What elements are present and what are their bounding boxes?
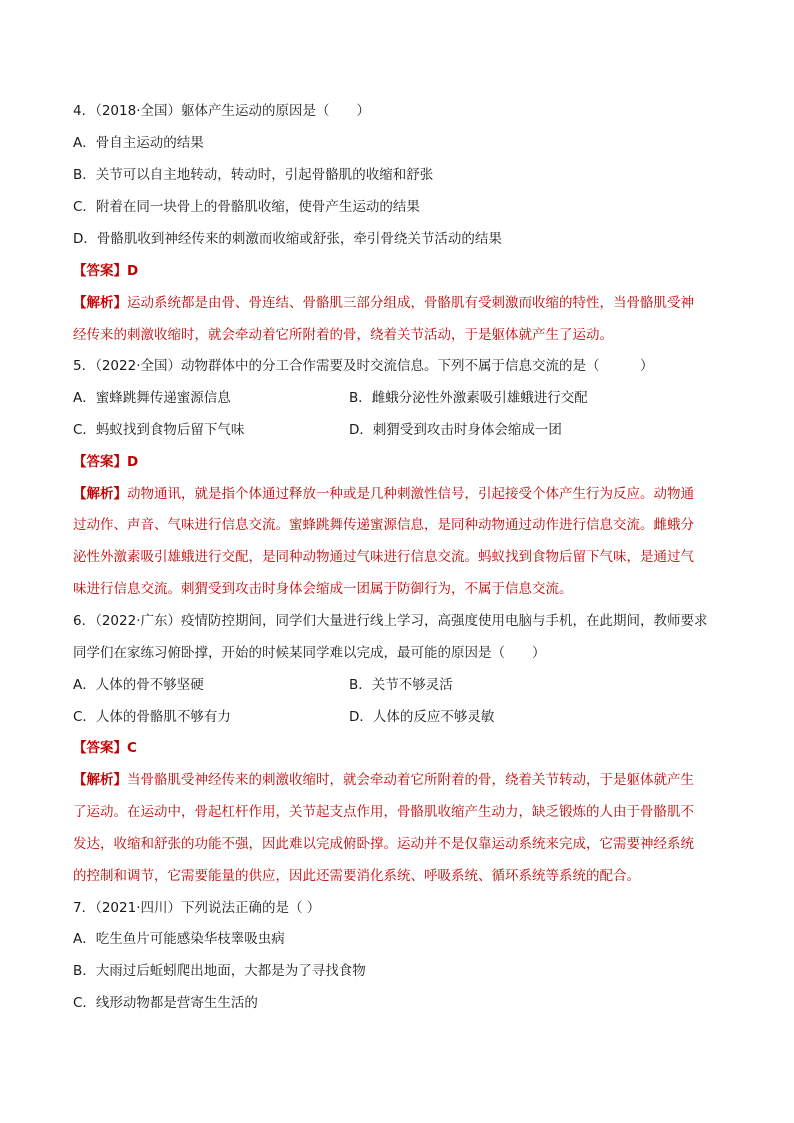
question-6-analysis-line-4: 的控制和调节，它需要能量的供应，因此还需要消化系统、呼吸系统、循环系统等系统的配合。 (73, 868, 640, 884)
question-5-analysis-line-4: 味进行信息交流。刺猬受到攻击时身体会缩成一团属于防御行为，不属于信息交流。 (73, 581, 573, 597)
question-5-option-a: A．蜜蜂跳舞传递蜜源信息 (73, 390, 231, 406)
question-4-option-a: A．骨自主运动的结果 (73, 135, 204, 151)
question-7-option-a: A．吃生鱼片可能感染华枝睾吸虫病 (73, 931, 285, 947)
question-4-analysis-line-2: 经传来的刺激收缩时，就会牵动着它所附着的骨，绕着关节活动，于是躯体就产生了运动。 (73, 327, 613, 343)
question-7-stem: 7．（2021·四川）下列说法正确的是（ ） (73, 900, 321, 916)
question-5-answer (73, 452, 138, 472)
question-6-stem-line-1: 6．（2022·广东）疫情防控期间，同学们大量进行线上学习，高强度使用电脑与手机，在此期间，教师要求 (73, 613, 708, 629)
answer-label: 【答案】 (73, 740, 127, 756)
answer-value: D (127, 454, 139, 470)
answer-value: D (127, 263, 139, 279)
question-4-option-b: B．关节可以自主地转动，转动时，引起骨骼肌的收缩和舒张 (73, 167, 434, 183)
question-6-answer (73, 738, 137, 758)
analysis-label: 【解析】 (73, 486, 127, 502)
question-6-stem-line-2: 同学们在家练习俯卧撑，开始的时候某同学难以完成，最可能的原因是（ ） (73, 645, 546, 661)
question-5-analysis-line-1: 【解析】动物通讯，就是指个体通过释放一种或是几种刺激性信号，引起接受个体产生行为反应。动物通 (73, 486, 694, 502)
question-4-option-c: C．附着在同一块骨上的骨骼肌收缩，使骨产生运动的结果 (73, 199, 420, 215)
question-5-option-d: D．刺猬受到攻击时身体会缩成一团 (349, 422, 562, 438)
question-6-analysis-line-1: 【解析】当骨骼肌受神经传来的刺激收缩时，就会牵动着它所附着的骨，绕着关节转动，于是躯体就产生 (73, 772, 694, 788)
question-7-option-b: B．大雨过后蚯蚓爬出地面，大都是为了寻找食物 (73, 963, 366, 979)
question-4-option-d: D．骨骼肌收到神经传来的刺激而收缩或舒张，牵引骨绕关节活动的结果 (73, 231, 502, 247)
question-4-stem: 4．（2018·全国）躯体产生运动的原因是（ ） (73, 103, 370, 119)
question-6-analysis-line-3: 发达，收缩和舒张的功能不强，因此难以完成俯卧撑。运动并不是仅靠运动系统来完成，它需要神经系统 (73, 836, 694, 852)
question-6-option-c: C．人体的骨骼肌不够有力 (73, 709, 231, 725)
question-6-option-d: D．人体的反应不够灵敏 (349, 709, 495, 725)
answer-label: 【答案】 (73, 263, 127, 279)
answer-value: C (127, 740, 137, 756)
question-5-option-c: C．蚂蚁找到食物后留下气味 (73, 422, 245, 438)
question-7-option-c: C．线形动物都是营寄生生活的 (73, 995, 258, 1011)
question-6-option-a: A．人体的骨不够坚硬 (73, 677, 204, 693)
question-4-answer (73, 261, 138, 281)
analysis-label: 【解析】 (73, 295, 127, 311)
answer-label: 【答案】 (73, 454, 127, 470)
question-5-stem: 5．（2022·全国）动物群体中的分工合作需要及时交流信息。下列不属于信息交流的是（ ） (73, 358, 654, 374)
question-5-analysis-line-3: 泌性外激素吸引雄蛾进行交配，是同种动物通过气味进行信息交流。蚂蚁找到食物后留下气味，是通过气 (73, 549, 694, 565)
question-4-analysis-line-1: 【解析】运动系统都是由骨、骨连结、骨骼肌三部分组成，骨骼肌有受刺激而收缩的特性，当骨骼肌受神 (73, 295, 694, 311)
question-6-option-b: B．关节不够灵活 (349, 677, 453, 693)
question-6-analysis-line-2: 了运动。在运动中，骨起杠杆作用，关节起支点作用，骨骼肌收缩产生动力，缺乏锻炼的人由于骨骼肌不 (73, 804, 694, 820)
question-5-option-b: B．雌蛾分泌性外激素吸引雄蛾进行交配 (349, 390, 588, 406)
analysis-label: 【解析】 (73, 772, 127, 788)
question-5-analysis-line-2: 过动作、声音、气味进行信息交流。蜜蜂跳舞传递蜜源信息，是同种动物通过动作进行信息交流。雌蛾分 (73, 517, 694, 533)
